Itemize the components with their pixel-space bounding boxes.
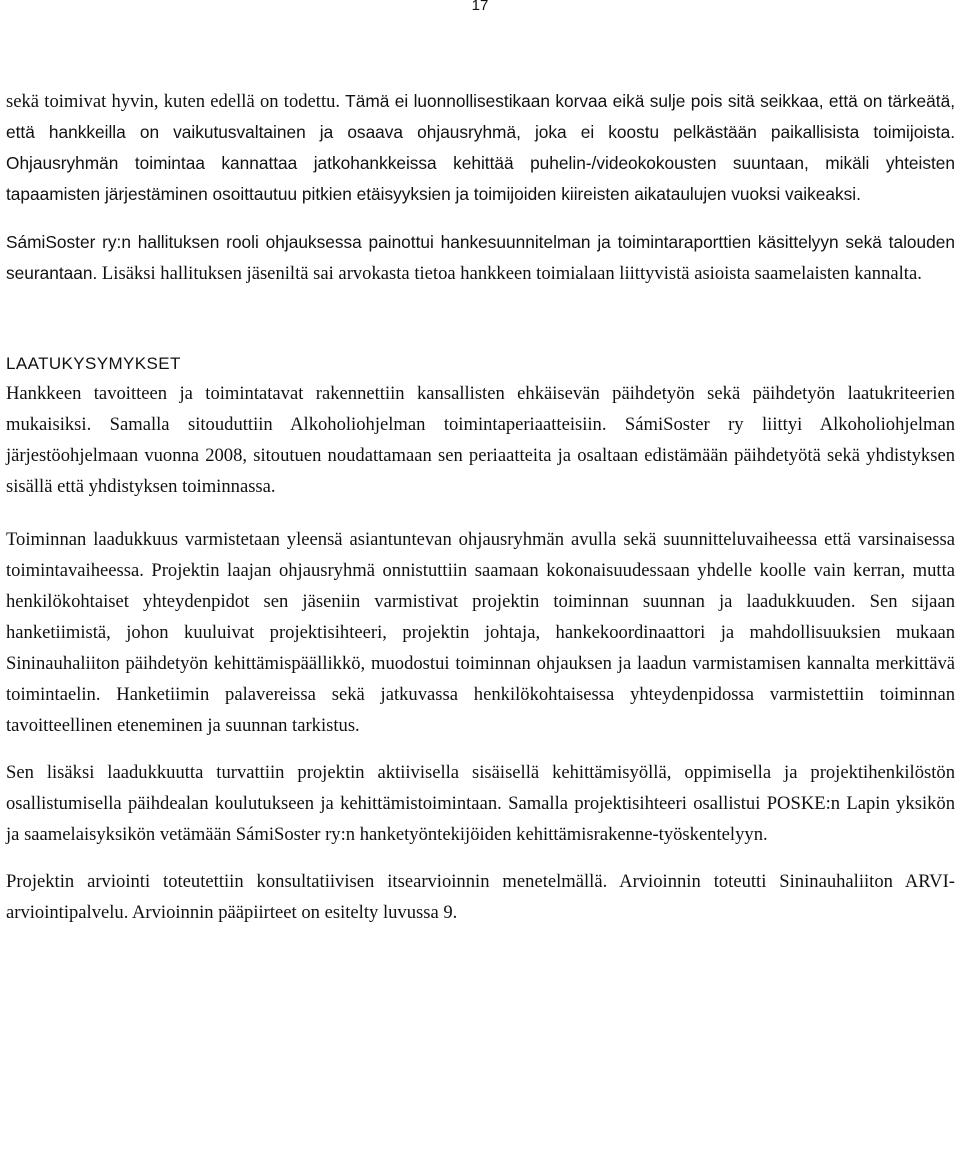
- paragraph-6: Projektin arviointi toteutettiin konsultatiivisen itsearvioinnin menetelmällä. Arvioinnin toteutti Sininauhaliiton ARVI-arviointipalvelu. Arvioinnin pääpiirteet on esitelty luvussa 9.: [6, 871, 955, 923]
- document-body: [6, 86, 955, 928]
- section-heading: LAATUKYSYMYKSET: [6, 354, 181, 373]
- paragraph-1: [6, 86, 955, 210]
- paragraph-3: Hankkeen tavoitteen ja toimintatavat rakennettiin kansallisten ehkäisevän päihdetyön sekä päihdetyön laatukriteerien mukaisiksi. Samalla sitouduttiin Alkoholiohjelman toimintaperiaatteisiin. SámiSoster ry liittyi Alkoholiohjelman järjestöohjelmaan vuonna 2008, sitoutuen noudattamaan sen periaatteita ja osaltaan edistämään päihdetyötä sekä yhdistyksen sisällä että yhdistyksen toiminnassa.: [6, 383, 955, 497]
- page-number: 17: [471, 0, 489, 14]
- paragraph-4: Toiminnan laadukkuus varmistetaan yleensä asiantuntevan ohjausryhmän avulla sekä suunnitteluvaiheessa että varsinaisessa toimintavaiheessa. Projektin laajan ohjausryhmä onnistuttiin saamaan kokonaisuudessaan yhdelle koolle vain kerran, mutta henkilökohtaiset yhteydenpidot sen jäseniin varmistivat projektin toiminnan suunnan ja laadukkuuden. Sen sijaan hanketiimistä, johon kuuluivat projektisihteeri, projektin johtaja, hankekoordinaattori ja mahdollisuuksien mukaan Sininauhaliiton päihdetyön kehittämispäällikkö, muodostui toiminnan ohjauksen ja laadun varmistamisen kannalta merkittävä toimintaelin. Hanketiimin palavereissa sekä jatkuvassa henkilökohtaisessa yhteydenpidossa varmistettiin toiminnan tavoitteellinen eteneminen ja suunnan tarkistus.: [6, 529, 955, 736]
- paragraph-2: [6, 227, 955, 289]
- paragraph-1-sans-text: Tämä ei luonnollisestikaan korvaa eikä sulje pois sitä seikkaa, että on tärkeätä, että hankkeilla on vaikutusvaltainen ja osaava ohjausryhmä, joka ei koostu pelkästään paikallisista toimijoista. Ohjausryhmän toimintaa kannattaa jatkohankkeissa kehittää puhelin-/videokokousten suuntaan, mikäli yhteisten tapaamisten järjestäminen osoittautuu pitkien etäisyyksien ja toimijoiden kiireisten aikataulujen vuoksi vaikeaksi.: [6, 91, 955, 204]
- paragraph-1-serif-text: sekä toimivat hyvin, kuten edellä on todettu.: [6, 91, 341, 112]
- paragraph-5: Sen lisäksi laadukkuutta turvattiin projektin aktiivisella sisäisellä kehittämisyöllä, oppimisella ja projektihenkilöstön osallistumisella päihdealan koulutukseen ja kehittämistoimintaan. Samalla projektisihteeri osallistui POSKE:n Lapin yksikön ja saamelaisyksikön vetämään SámiSoster ry:n hanketyöntekijöiden kehittämisrakenne-työskentelyyn.: [6, 762, 955, 845]
- paragraph-2-sans-text: SámiSoster ry:n hallituksen rooli ohjauksessa painottui hankesuunnitelman ja toimintaraporttien käsittelyyn sekä talouden seurantaan.: [6, 232, 955, 283]
- paragraph-2-serif-text: Lisäksi hallituksen jäseniltä sai arvokasta tietoa hankkeen toimialaan liittyvistä asioista saamelaisten kannalta.: [97, 263, 922, 284]
